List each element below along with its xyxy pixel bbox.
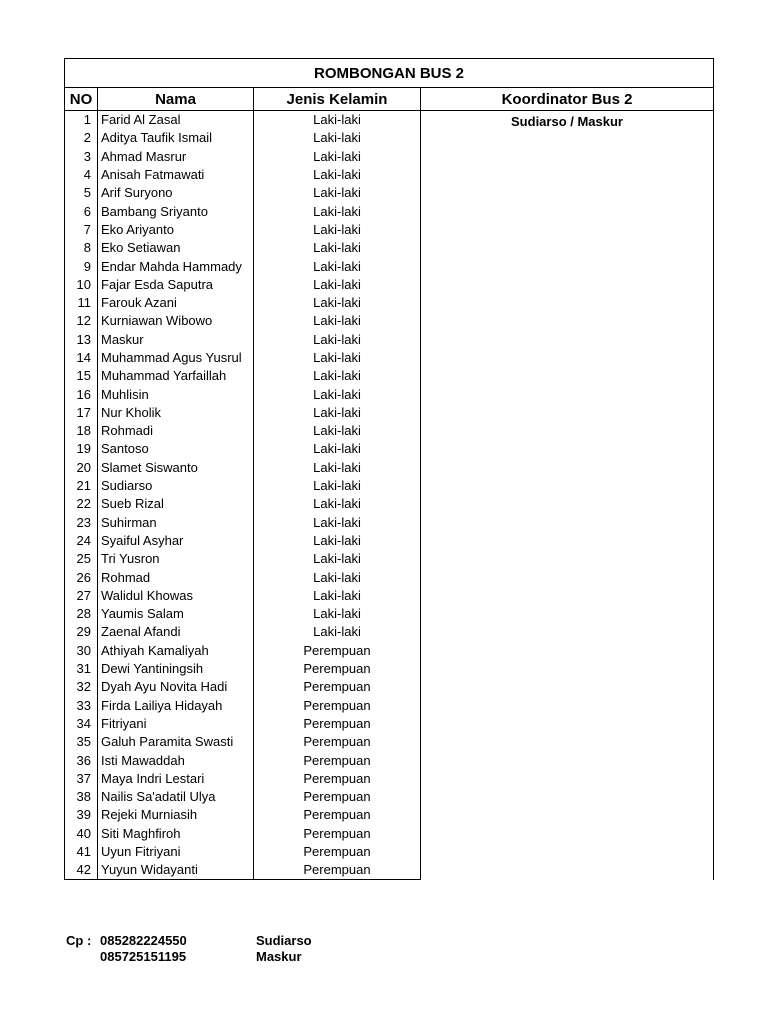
row-nama: Sueb Rizal	[98, 495, 254, 513]
row-number: 1	[65, 111, 98, 130]
row-nama: Syaiful Asyhar	[98, 532, 254, 550]
row-jenis-kelamin: Perempuan	[254, 770, 421, 788]
row-nama: Uyun Fitriyani	[98, 843, 254, 861]
row-nama: Isti Mawaddah	[98, 751, 254, 769]
contact-name: Sudiarso	[256, 933, 312, 948]
row-jenis-kelamin: Laki-laki	[254, 184, 421, 202]
row-number: 2	[65, 129, 98, 147]
row-nama: Farid Al Zasal	[98, 111, 254, 130]
row-nama: Yaumis Salam	[98, 605, 254, 623]
contact-phone: 085725151195	[100, 949, 187, 964]
row-jenis-kelamin: Laki-laki	[254, 111, 421, 130]
row-number: 15	[65, 367, 98, 385]
contact-label: Cp :	[66, 933, 92, 948]
row-nama: Galuh Paramita Swasti	[98, 733, 254, 751]
table-row	[65, 111, 714, 130]
row-number: 42	[65, 861, 98, 880]
row-jenis-kelamin: Laki-laki	[254, 385, 421, 403]
row-nama: Walidul Khowas	[98, 587, 254, 605]
row-nama: Aditya Taufik Ismail	[98, 129, 254, 147]
row-number: 10	[65, 276, 98, 294]
row-number: 38	[65, 788, 98, 806]
row-number: 8	[65, 239, 98, 257]
row-number: 39	[65, 806, 98, 824]
row-nama: Dyah Ayu Novita Hadi	[98, 678, 254, 696]
row-jenis-kelamin: Perempuan	[254, 788, 421, 806]
row-number: 16	[65, 385, 98, 403]
row-number: 14	[65, 349, 98, 367]
bus-roster-table	[64, 58, 714, 880]
row-number: 6	[65, 202, 98, 220]
row-jenis-kelamin: Laki-laki	[254, 550, 421, 568]
row-jenis-kelamin: Perempuan	[254, 806, 421, 824]
row-nama: Suhirman	[98, 514, 254, 532]
row-nama: Nailis Sa'adatil Ulya	[98, 788, 254, 806]
row-nama: Muhammad Yarfaillah	[98, 367, 254, 385]
header-koordinator: Koordinator Bus 2	[421, 88, 714, 111]
row-number: 26	[65, 568, 98, 586]
row-jenis-kelamin: Perempuan	[254, 697, 421, 715]
row-nama: Rohmadi	[98, 422, 254, 440]
row-number: 18	[65, 422, 98, 440]
row-number: 5	[65, 184, 98, 202]
row-jenis-kelamin: Laki-laki	[254, 166, 421, 184]
row-nama: Siti Maghfiroh	[98, 825, 254, 843]
row-nama: Rejeki Murniasih	[98, 806, 254, 824]
row-number: 21	[65, 477, 98, 495]
row-nama: Rohmad	[98, 568, 254, 586]
row-nama: Muhammad Agus Yusrul	[98, 349, 254, 367]
row-jenis-kelamin: Laki-laki	[254, 623, 421, 641]
header-nama: Nama	[98, 88, 254, 111]
roster-body	[65, 111, 714, 880]
contact-names	[256, 933, 376, 965]
row-nama: Firda Lailiya Hidayah	[98, 697, 254, 715]
row-jenis-kelamin: Laki-laki	[254, 404, 421, 422]
row-jenis-kelamin: Perempuan	[254, 733, 421, 751]
row-jenis-kelamin: Perempuan	[254, 678, 421, 696]
row-nama: Athiyah Kamaliyah	[98, 642, 254, 660]
row-number: 13	[65, 331, 98, 349]
row-jenis-kelamin: Perempuan	[254, 861, 421, 880]
contact-name: Maskur	[256, 949, 302, 964]
row-jenis-kelamin: Laki-laki	[254, 514, 421, 532]
table-title: ROMBONGAN BUS 2	[65, 59, 714, 88]
row-nama: Yuyun Widayanti	[98, 861, 254, 880]
row-nama: Anisah Fatmawati	[98, 166, 254, 184]
row-jenis-kelamin: Perempuan	[254, 660, 421, 678]
header-no: NO	[65, 88, 98, 111]
row-number: 11	[65, 294, 98, 312]
row-nama: Sudiarso	[98, 477, 254, 495]
row-nama: Fitriyani	[98, 715, 254, 733]
row-jenis-kelamin: Laki-laki	[254, 422, 421, 440]
row-nama: Dewi Yantiningsih	[98, 660, 254, 678]
row-number: 23	[65, 514, 98, 532]
row-jenis-kelamin: Laki-laki	[254, 239, 421, 257]
row-number: 34	[65, 715, 98, 733]
row-number: 30	[65, 642, 98, 660]
row-number: 41	[65, 843, 98, 861]
row-number: 24	[65, 532, 98, 550]
row-number: 22	[65, 495, 98, 513]
row-number: 40	[65, 825, 98, 843]
row-nama: Farouk Azani	[98, 294, 254, 312]
contact-phones	[100, 933, 240, 965]
row-jenis-kelamin: Laki-laki	[254, 349, 421, 367]
row-number: 9	[65, 257, 98, 275]
row-nama: Ahmad Masrur	[98, 148, 254, 166]
row-jenis-kelamin: Laki-laki	[254, 148, 421, 166]
row-jenis-kelamin: Laki-laki	[254, 367, 421, 385]
row-jenis-kelamin: Laki-laki	[254, 257, 421, 275]
row-jenis-kelamin: Laki-laki	[254, 312, 421, 330]
row-jenis-kelamin: Laki-laki	[254, 605, 421, 623]
contact-phone: 085282224550	[100, 933, 187, 948]
row-nama: Eko Setiawan	[98, 239, 254, 257]
row-jenis-kelamin: Laki-laki	[254, 495, 421, 513]
row-nama: Slamet Siswanto	[98, 459, 254, 477]
row-jenis-kelamin: Perempuan	[254, 825, 421, 843]
row-number: 4	[65, 166, 98, 184]
row-jenis-kelamin: Laki-laki	[254, 477, 421, 495]
row-nama: Endar Mahda Hammady	[98, 257, 254, 275]
row-number: 37	[65, 770, 98, 788]
row-jenis-kelamin: Laki-laki	[254, 202, 421, 220]
row-jenis-kelamin: Perempuan	[254, 715, 421, 733]
row-nama: Arif Suryono	[98, 184, 254, 202]
row-nama: Maya Indri Lestari	[98, 770, 254, 788]
row-number: 29	[65, 623, 98, 641]
row-number: 33	[65, 697, 98, 715]
row-number: 12	[65, 312, 98, 330]
row-number: 35	[65, 733, 98, 751]
row-number: 19	[65, 440, 98, 458]
row-nama: Muhlisin	[98, 385, 254, 403]
row-number: 25	[65, 550, 98, 568]
row-jenis-kelamin: Laki-laki	[254, 294, 421, 312]
row-jenis-kelamin: Laki-laki	[254, 532, 421, 550]
row-jenis-kelamin: Laki-laki	[254, 129, 421, 147]
row-nama: Nur Kholik	[98, 404, 254, 422]
row-nama: Tri Yusron	[98, 550, 254, 568]
row-number: 32	[65, 678, 98, 696]
row-number: 28	[65, 605, 98, 623]
row-jenis-kelamin: Perempuan	[254, 642, 421, 660]
row-number: 17	[65, 404, 98, 422]
row-jenis-kelamin: Laki-laki	[254, 440, 421, 458]
row-number: 31	[65, 660, 98, 678]
row-jenis-kelamin: Laki-laki	[254, 568, 421, 586]
row-nama: Zaenal Afandi	[98, 623, 254, 641]
row-nama: Kurniawan Wibowo	[98, 312, 254, 330]
koordinator-value: Sudiarso / Maskur	[421, 111, 714, 880]
header-row	[65, 88, 714, 111]
row-nama: Eko Ariyanto	[98, 221, 254, 239]
row-nama: Santoso	[98, 440, 254, 458]
row-nama: Maskur	[98, 331, 254, 349]
row-jenis-kelamin: Laki-laki	[254, 331, 421, 349]
row-number: 3	[65, 148, 98, 166]
row-number: 7	[65, 221, 98, 239]
row-jenis-kelamin: Laki-laki	[254, 587, 421, 605]
row-number: 20	[65, 459, 98, 477]
row-nama: Bambang Sriyanto	[98, 202, 254, 220]
row-nama: Fajar Esda Saputra	[98, 276, 254, 294]
row-number: 27	[65, 587, 98, 605]
row-jenis-kelamin: Laki-laki	[254, 276, 421, 294]
row-jenis-kelamin: Perempuan	[254, 751, 421, 769]
row-number: 36	[65, 751, 98, 769]
row-jenis-kelamin: Laki-laki	[254, 459, 421, 477]
row-jenis-kelamin: Perempuan	[254, 843, 421, 861]
header-jenis-kelamin: Jenis Kelamin	[254, 88, 421, 111]
row-jenis-kelamin: Laki-laki	[254, 221, 421, 239]
